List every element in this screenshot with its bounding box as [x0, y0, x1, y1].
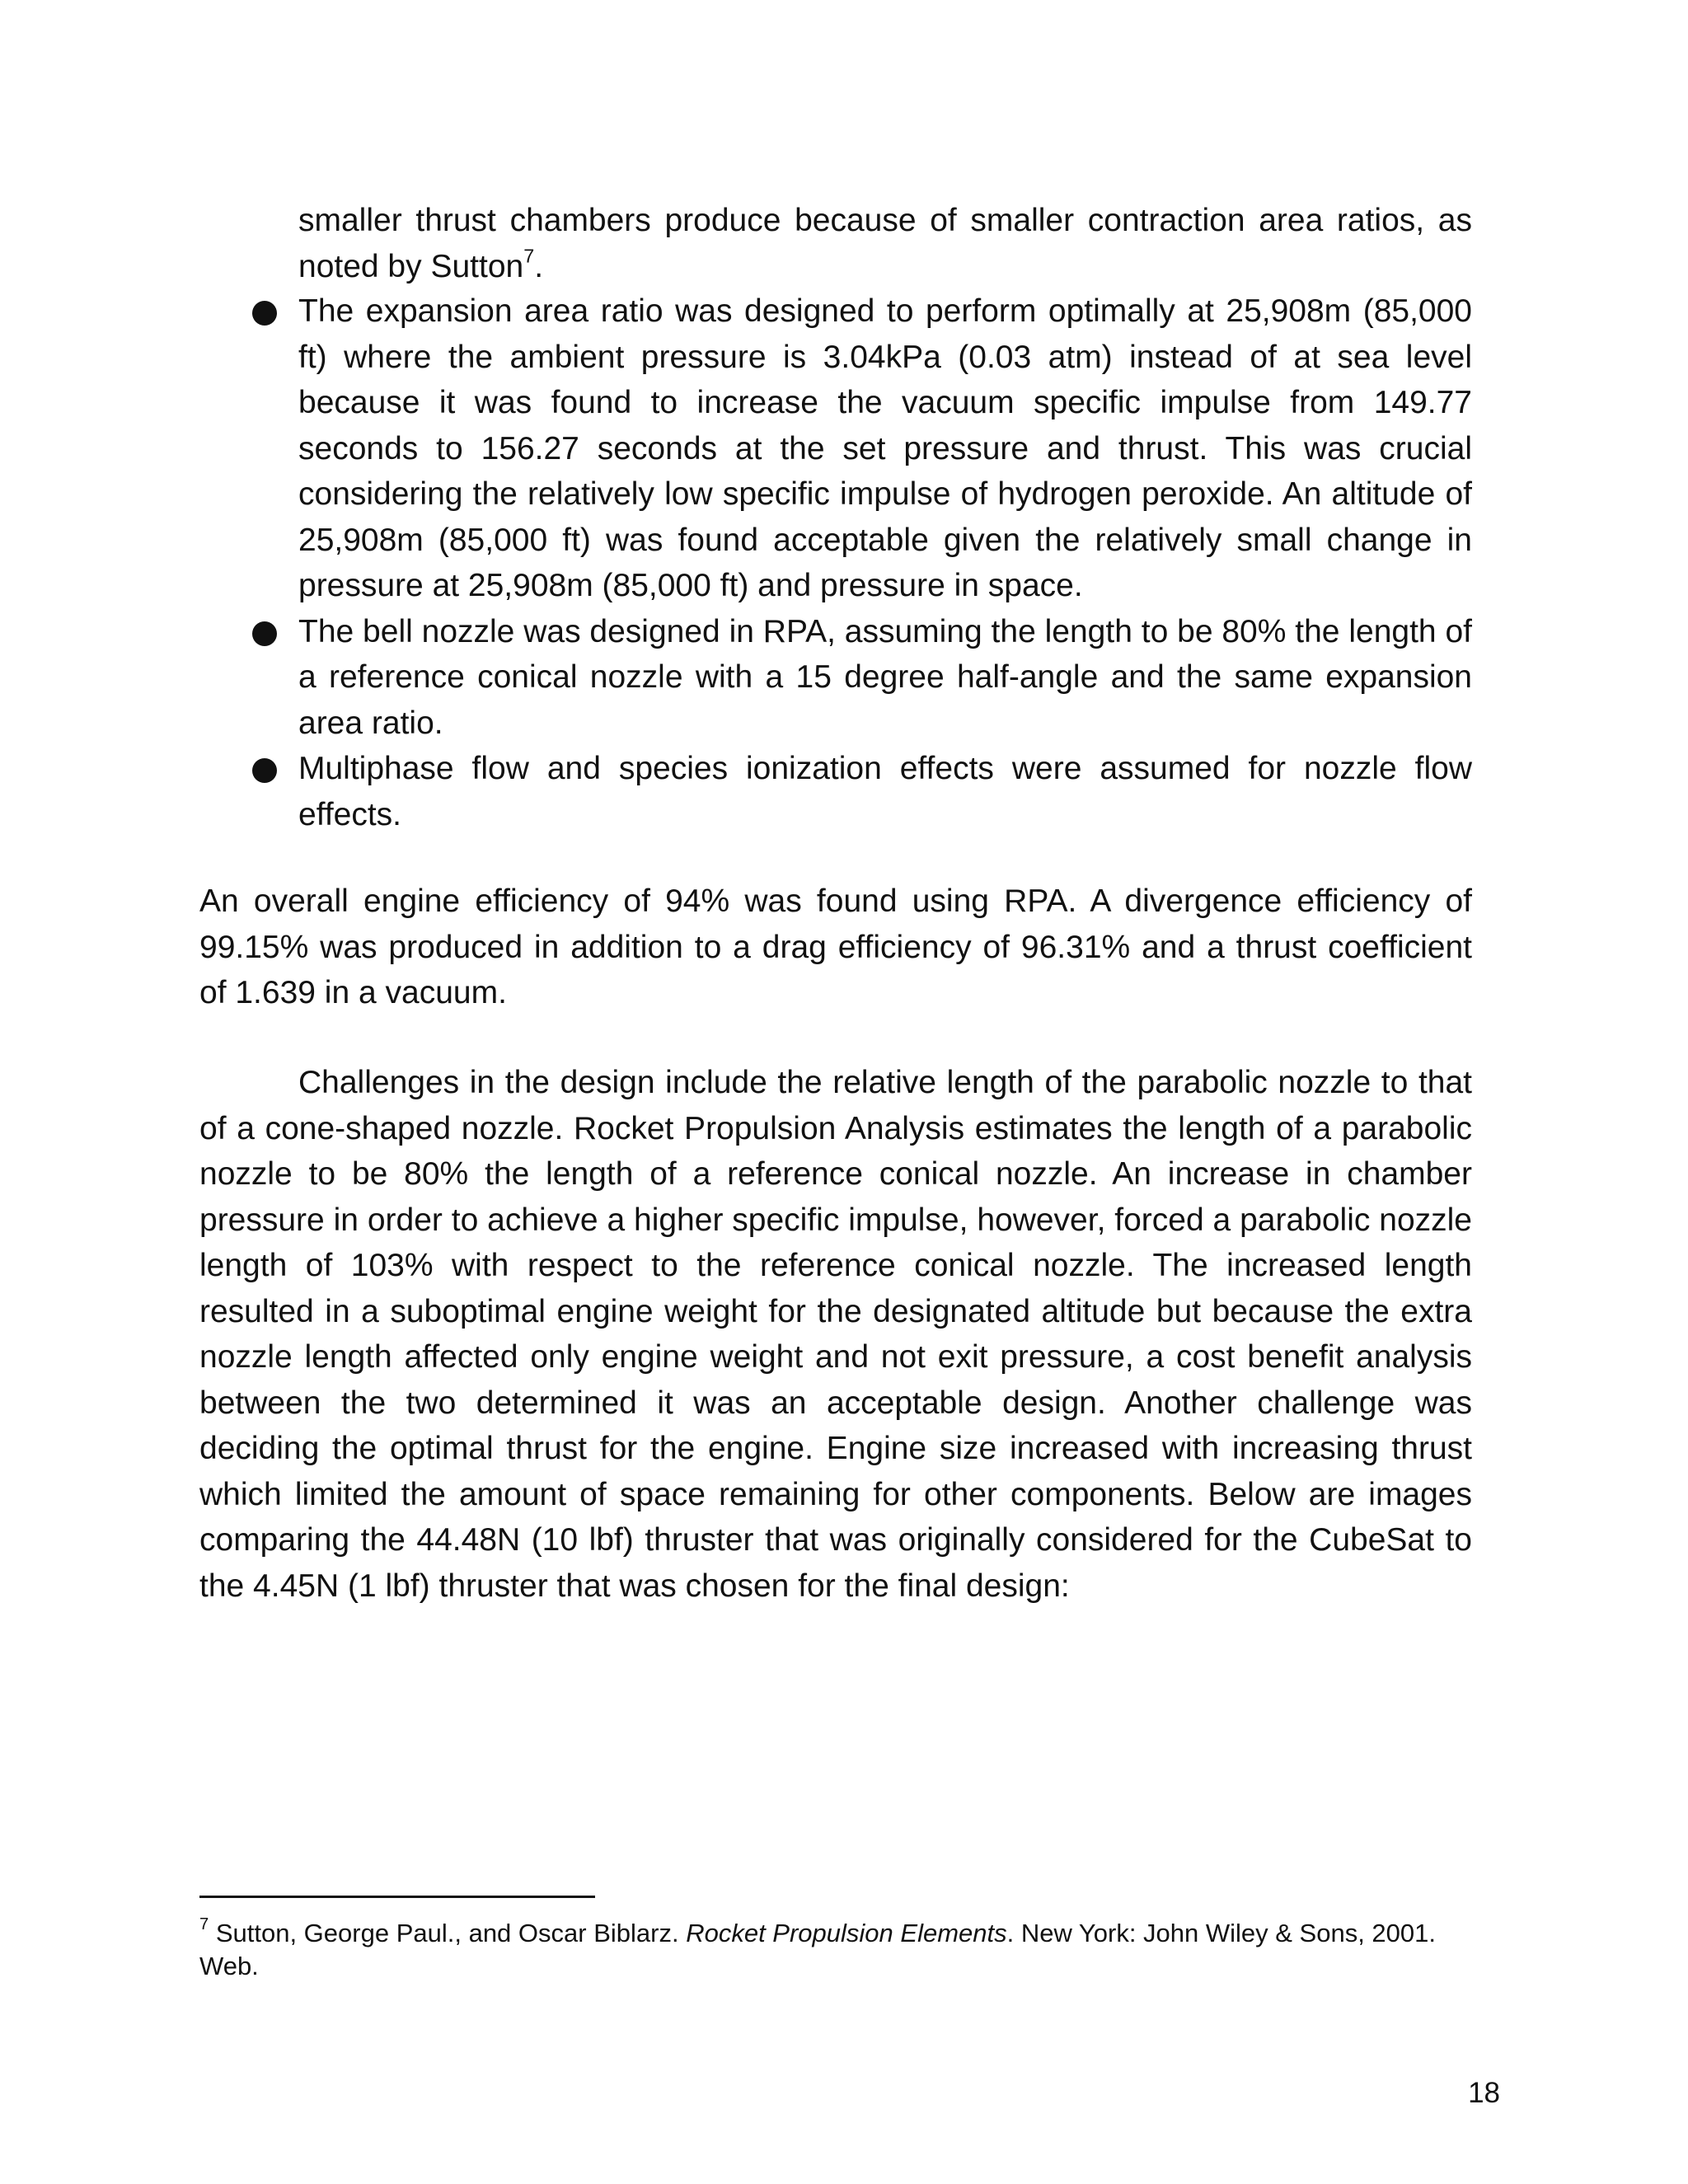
- footnote-divider: [199, 1896, 595, 1898]
- footnote-publisher: . New York: John Wiley & Sons, 2001. Web.: [199, 1919, 1437, 1980]
- challenges-paragraph: Challenges in the design include the relative length of the parabolic nozzle to that of a cone-shaped nozzle. Rocket Propulsion Analysis estimates the length of a parabolic nozzle to be 80% the length of a reference conical nozzle. An increase in chamber pressure in order to achieve a higher specific impulse, however, forced a parabolic nozzle length of 103% with respect to the reference conical nozzle. The increased length resulted in a suboptimal engine weight for the designated altitude but because the extra nozzle length affected only engine weight and not exit pressure, a cost benefit analysis between the two determined it was an acceptable design. Another challenge was deciding the optimal thrust for the engine. Engine size increased with increasing thrust which limited the amount of space remaining for other components. Below are images comparing the 44.48N (10 lbf) thruster that was originally considered for the CubeSat to the 4.45N (1 lbf) thruster that was chosen for the final design:: [199, 1065, 1472, 1604]
- page-number: 18: [1468, 2077, 1500, 2109]
- footnote-authors: Sutton, George Paul., and Oscar Biblarz.: [215, 1919, 679, 1947]
- footnote-number: 7: [199, 1915, 209, 1933]
- bullet-item-expansion-ratio: [231, 288, 1472, 609]
- bullet-item-multiphase-flow: [231, 746, 1472, 837]
- bullet-marker: [252, 301, 277, 326]
- bullet-item-bell-nozzle: [231, 609, 1472, 747]
- footnote-reference: 7: [523, 244, 535, 266]
- footnote: [199, 1917, 1472, 1983]
- bullet-marker: [252, 758, 277, 783]
- bullet-continuation: [298, 198, 1472, 289]
- bullet-list: [231, 288, 1472, 837]
- continuation-end: .: [534, 248, 544, 284]
- footnote-title: Rocket Propulsion Elements: [686, 1919, 1007, 1947]
- bullet-text: Multiphase flow and species ionization effects were assumed for nozzle flow effects.: [298, 751, 1472, 832]
- bullet-text: The bell nozzle was designed in RPA, assuming the length to be 80% the length of a reference conical nozzle with a 15 degree half-angle and the same expansion area ratio.: [298, 613, 1472, 741]
- bullet-text: The expansion area ratio was designed to perform optimally at 25,908m (85,000 ft) where the ambient pressure is 3.04kPa (0.03 atm) instead of at sea level because it was found to increase the vacuum specific impulse from 149.77 seconds to 156.27 seconds at the set pressure and thrust. This was crucial considering the relatively low specific impulse of hydrogen peroxide. An altitude of 25,908m (85,000 ft) was found acceptable given the relatively small change in pressure at 25,908m (85,000 ft) and pressure in space.: [298, 293, 1472, 603]
- continuation-text: smaller thrust chambers produce because of smaller contraction area ratios, as noted by Sutton: [298, 203, 1472, 284]
- efficiency-paragraph: An overall engine efficiency of 94% was found using RPA. A divergence efficiency of 99.15% was produced in addition to a drag efficiency of 96.31% and a thrust coefficient of 1.639 in a vacuum.: [199, 883, 1472, 1010]
- bullet-marker: [252, 621, 277, 646]
